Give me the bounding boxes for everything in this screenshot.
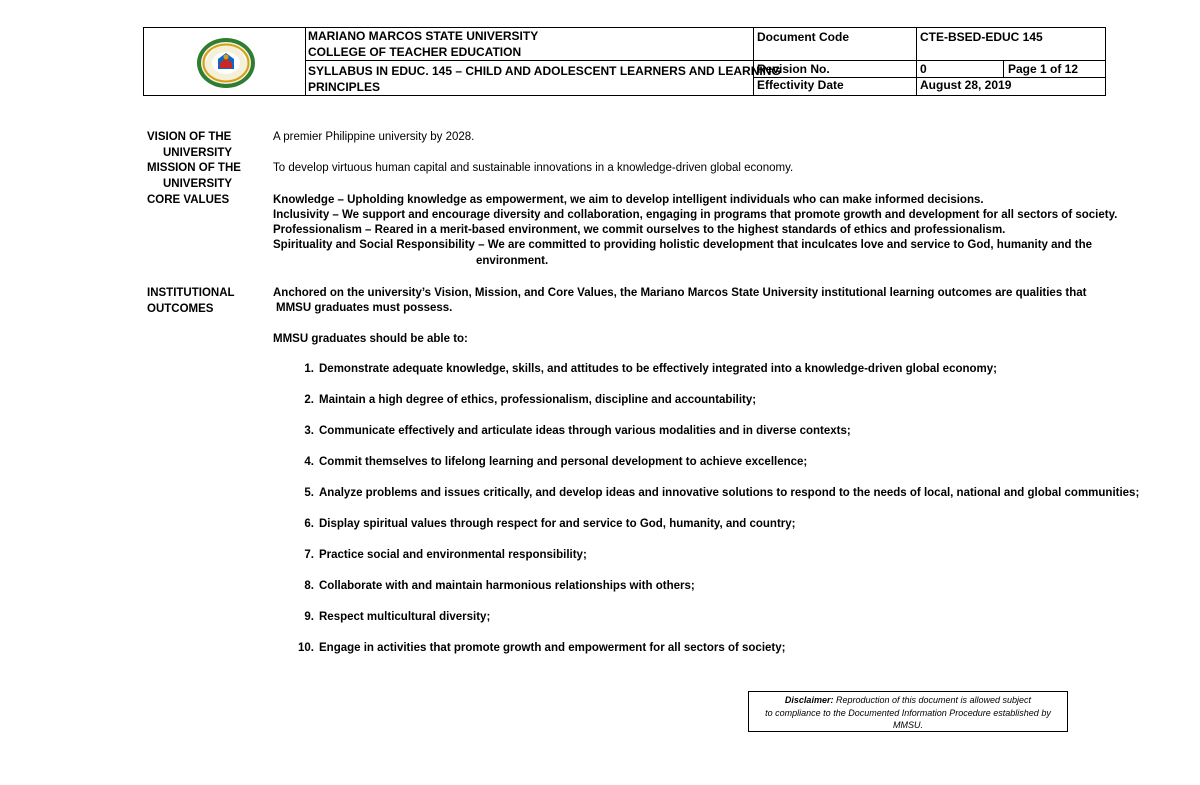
vision-label: VISION OF THE UNIVERSITY — [147, 131, 233, 159]
university-name: MARIANO MARCOS STATE UNIVERSITY — [308, 29, 539, 43]
outcome-text: Engage in activities that promote growth and empowerment for all sectors of society; — [319, 642, 786, 654]
outcome-number: 8. — [304, 580, 314, 592]
core-value-knowledge: Knowledge – Upholding knowledge as empowerment, we aim to develop intelligent individuals who can make informed decisions. — [273, 194, 984, 206]
outcome-text: Collaborate with and maintain harmonious relationships with others; — [319, 580, 695, 592]
outcome-number: 5. — [304, 487, 314, 499]
outcome-number: 3. — [304, 425, 314, 437]
outcome-number: 1. — [304, 363, 314, 375]
outcome-text: Commit themselves to lifelong learning and personal development to achieve excellence; — [319, 456, 808, 468]
core-value-inclusivity: Inclusivity – We support and encourage diversity and collaboration, engaging in programs that promote growth and development for all sectors of society. — [273, 209, 1118, 221]
outcomes-lead: MMSU graduates should be able to: — [273, 333, 468, 345]
disclaimer-text: MMSU. — [893, 720, 923, 730]
core-value-spirituality: Spirituality and Social Responsibility – We are committed to providing holistic development that inculcates love and service to God, humanity and the — [273, 239, 1093, 251]
document-code-label: Document Code — [757, 30, 850, 44]
mission-label: MISSION OF THE UNIVERSITY — [147, 162, 241, 190]
outcome-item — [296, 610, 1139, 641]
outcome-item — [296, 579, 1139, 610]
header-divider — [916, 28, 917, 95]
institutional-outcomes-label: INSTITUTIONAL OUTCOMES — [147, 287, 235, 315]
core-value-professionalism: Professionalism – Reared in a merit-based environment, we commit ourselves to the highest standards of ethics and professionalism. — [273, 224, 1006, 236]
outcome-number: 4. — [304, 456, 314, 468]
revision-label: Revision No. — [757, 62, 830, 76]
core-value-spirituality-continued: environment. — [476, 255, 549, 267]
disclaimer-text: to compliance to the Documented Information Procedure established by — [765, 707, 1051, 718]
outcome-text: Display spiritual values through respect for and service to God, humanity, and country; — [319, 518, 796, 530]
page-number: Page 1 of 12 — [1008, 62, 1079, 76]
syllabus-title-line2: PRINCIPLES — [308, 80, 381, 94]
outcome-text: Respect multicultural diversity; — [319, 611, 491, 623]
outcome-item — [296, 517, 1139, 548]
header-divider — [1003, 60, 1004, 77]
outcome-text: Demonstrate adequate knowledge, skills, and attitudes to be effectively integrated into a knowledge-driven global economy; — [319, 363, 998, 375]
header-divider — [305, 28, 306, 95]
effectivity-date-value: August 28, 2019 — [920, 78, 1012, 92]
outcome-text: Analyze problems and issues critically, and develop ideas and innovative solutions to respond to the needs of local, national and global communities; — [319, 487, 1140, 499]
core-values-label: CORE VALUES — [147, 194, 230, 206]
outcome-text: Maintain a high degree of ethics, professionalism, discipline and accountability; — [319, 394, 757, 406]
outcome-number: 10. — [298, 642, 314, 654]
outcome-text: Practice social and environmental responsibility; — [319, 549, 587, 561]
revision-value: 0 — [920, 62, 927, 76]
outcome-number: 2. — [304, 394, 314, 406]
outcome-item — [296, 486, 1139, 517]
document-header-table — [143, 27, 1106, 96]
outcome-number: 6. — [304, 518, 314, 530]
disclaimer-box — [748, 691, 1068, 732]
university-seal-logo — [196, 37, 256, 89]
mission-text: To develop virtuous human capital and sustainable innovations in a knowledge-driven global economy. — [273, 162, 794, 174]
outcome-number: 9. — [304, 611, 314, 623]
outcome-item — [296, 548, 1139, 579]
outcome-item — [296, 455, 1139, 486]
outcomes-intro: Anchored on the university’s Vision, Mission, and Core Values, the Mariano Marcos State University institutional learning outcomes are qualities that — [273, 287, 1087, 299]
vision-text: A premier Philippine university by 2028. — [273, 131, 475, 143]
outcome-item — [296, 641, 1139, 672]
outcome-number: 7. — [304, 549, 314, 561]
college-name: COLLEGE OF TEACHER EDUCATION — [308, 45, 522, 59]
effectivity-date-label: Effectivity Date — [757, 78, 844, 92]
syllabus-title-line1: SYLLABUS IN EDUC. 145 – CHILD AND ADOLESCENT LEARNERS AND LEARNING — [308, 64, 781, 78]
document-code-value: CTE-BSED-EDUC 145 — [920, 30, 1043, 44]
outcome-item — [296, 393, 1139, 424]
disclaimer-text: Reproduction of this document is allowed subject — [833, 695, 1032, 705]
outcomes-list — [296, 362, 1139, 672]
disclaimer-label: Disclaimer: — [784, 695, 834, 705]
outcome-text: Communicate effectively and articulate ideas through various modalities and in diverse contexts; — [319, 425, 851, 437]
outcomes-intro-continued: MMSU graduates must possess. — [276, 302, 453, 314]
header-divider — [305, 60, 1105, 61]
header-divider — [753, 28, 754, 95]
outcome-item — [296, 362, 1139, 393]
outcome-item — [296, 424, 1139, 455]
